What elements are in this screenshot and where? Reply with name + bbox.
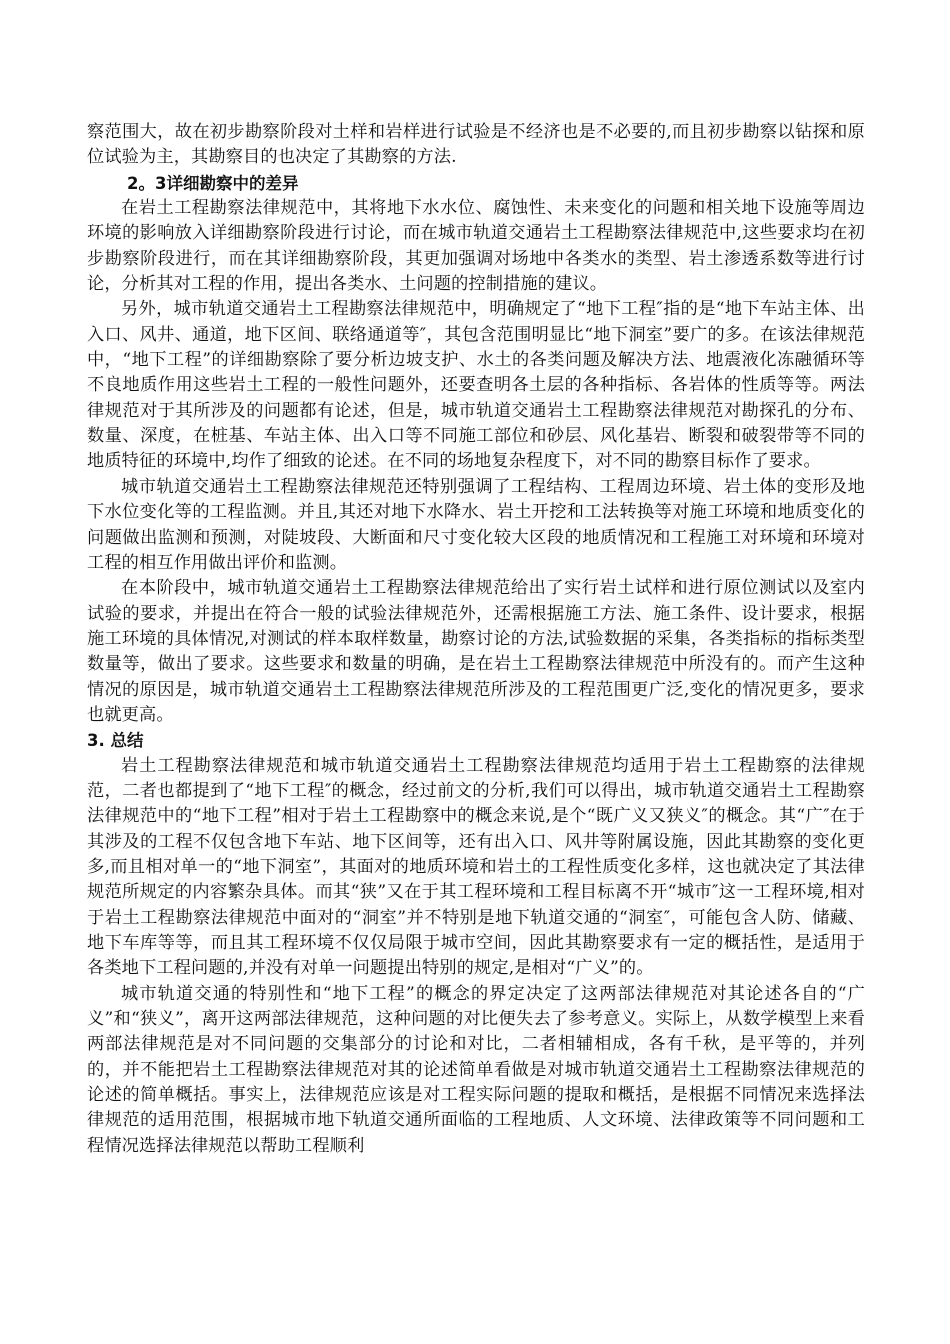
paragraph-detailed-survey-1: 在岩土工程勘察法律规范中，其将地下水水位、腐蚀性、未来变化的问题和相关地下设施等周边环境的影响放入详细勘察阶段进行讨论，而在城市轨道交通岩土工程勘察法律规范中,这些要求均在初步勘察阶段进行，而在其详细勘察阶段，其更加强调对场地中各类水的类型、岩土渗透系数等进行讨论，分析其对工程的作用，提出各类水、土问题的控制措施的建议。 — [87, 198, 865, 295]
paragraph-detailed-survey-4: 在本阶段中，城市轨道交通岩土工程勘察法律规范给出了实行岩土试样和进行原位测试以及室内试验的要求，并提出在符合一般的试验法律规范外，还需根据施工方法、施工条件、设计要求，根据施工环境的具体情况,对测试的样本取样数量，勘察讨论的方法,试验数据的采集，各类指标的指标类型数量等，做出了要求。这些要求和数量的明确，是在岩土工程勘察法律规范中所没有的。而产生这种情况的原因是，城市轨道交通岩土工程勘察法律规范所涉及的工程范围更广泛,变化的情况更多，要求也就更高。 — [87, 578, 865, 725]
paragraph-summary-2: 城市轨道交通的特别性和“地下工程”的概念的界定决定了这两部法律规范对其论述各自的“广义”和“狭义”，离开这两部法律规范，这种问题的对比便失去了参考意义。实际上，从数学模型上来看两部法律规范是对不同问题的交集部分的讨论和对比，二者相辅相成，各有千秋，是平等的，并列的，并不能把岩土工程勘察法律规范对其的论述简单看做是对城市轨道交通岩土工程勘察法律规范的论述的简单概括。事实上，法律规范应该是对工程实际问题的提取和概括，是根据不同情况来选择法律规范的适用范围，根据城市地下轨道交通所面临的工程地质、人文环境、法律政策等不同问题和工程情况选择法律规范以帮助工程顺利 — [87, 983, 865, 1156]
section-heading-3: 3. 总结 — [87, 731, 144, 751]
document-page — [87, 120, 865, 1159]
paragraph-detailed-survey-2: 另外，城市轨道交通岩土工程勘察法律规范中，明确规定了“地下工程″指的是“地下车站主体、出入口、风井、通道，地下区间、联络通道等″，其包含范围明显比“地下洞室”要广的多。在该法律规范中，“地下工程”的详细勘察除了要分析边坡支护、水土的各类问题及解决方法、地震液化冻融循环等不良地质作用这些岩土工程的一般性问题外，还要查明各土层的各种指标、各岩体的性质等等。两法律规范对于其所涉及的问题都有论述，但是，城市轨道交通岩土工程勘察法律规范对勘探孔的分布、数量、深度，在桩基、车站主体、出入口等不同施工部位和砂层、风化基岩、断裂和破裂带等不同的地质特征的环境中,均作了细致的论述。在不同的场地复杂程度下，对不同的勘察目标作了要求。 — [87, 299, 865, 472]
paragraph-detailed-survey-3: 城市轨道交通岩土工程勘察法律规范还特别强调了工程结构、工程周边环境、岩土体的变形及地下水位变化等的工程监测。并且,其还对地下水降水、岩土开挖和工法转换等对施工环境和地质变化的问题做出监测和预测，对陡坡段、大断面和尺寸变化较大区段的地质情况和工程施工对环境和环境对工程的相互作用做出评价和监测。 — [87, 476, 865, 573]
section-heading-2-3: 2。3详细勘察中的差异 — [127, 173, 299, 193]
paragraph-continuation: 察范围大，故在初步勘察阶段对土样和岩样进行试验是不经济也是不必要的,而且初步勘察以钻探和原位试验为主，其勘察目的也决定了其勘察的方法. — [87, 122, 865, 168]
paragraph-summary-1: 岩土工程勘察法律规范和城市轨道交通岩土工程勘察法律规范均适用于岩土工程勘察的法律规范，二者也都提到了“地下工程″的概念，经过前文的分析,我们可以得出，城市轨道交通岩土工程勘察法律规范中的“地下工程”相对于岩土工程勘察中的概念来说,是个“既广义又狭义″的概念。其“广″在于其涉及的工程不仅包含地下车站、地下区间等，还有出入口、风井等附属设施，因此其勘察的变化更多,而且相对单一的“地下洞室”，其面对的地质环境和岩土的工程性质变化多样，这也就决定了其法律规范所规定的内容繁杂具体。而其“狭”又在于其工程环境和工程目标离不开“城市″这一工程环境,相对于岩土工程勘察法律规范中面对的“洞室”并不特别是地下轨道交通的“洞室″，可能包含人防、储藏、地下车库等等，而且其工程环境不仅仅局限于城市空间，因此其勘察要求有一定的概括性，是适用于各类地下工程问题的,并没有对单一问题提出特别的规定,是相对“广义”的。 — [87, 755, 865, 979]
